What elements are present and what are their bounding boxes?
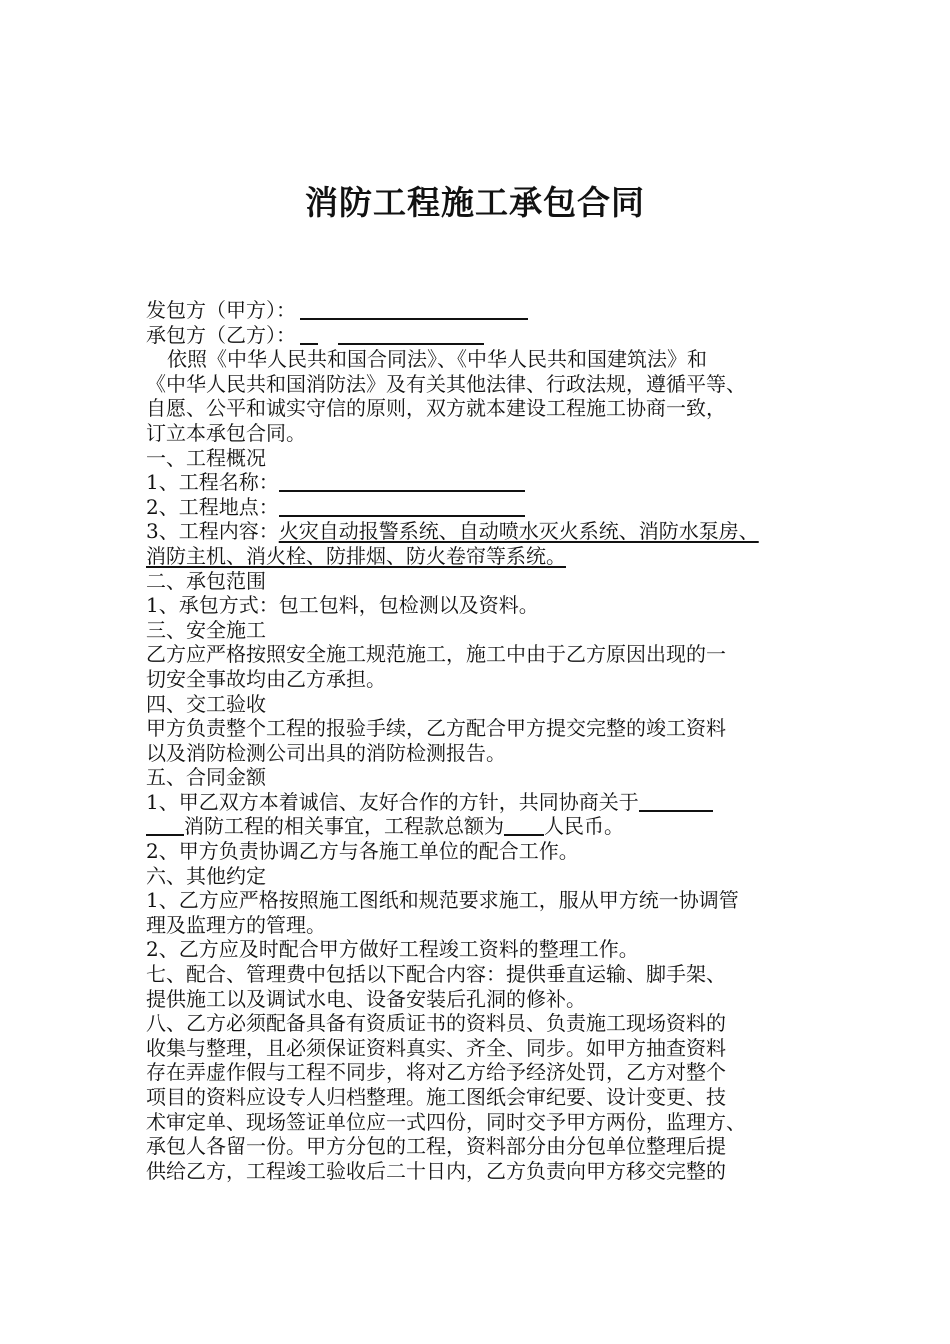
section-heading: 五、合同金额 bbox=[146, 765, 266, 790]
project-name-blank[interactable] bbox=[279, 470, 525, 492]
amount-line-2 bbox=[146, 814, 836, 839]
paragraph-line: 订立本承包合同。 bbox=[146, 420, 306, 445]
project-name-line bbox=[146, 470, 836, 495]
party-a-blank[interactable] bbox=[300, 298, 528, 320]
amount-text: 消防工程的相关事宜，工程款总额为 bbox=[184, 814, 504, 839]
party-b-label: 承包方（乙方）： bbox=[146, 322, 296, 347]
paragraph-line: 七、配合、管理费中包括以下配合内容：提供垂直运输、脚手架、 bbox=[146, 962, 726, 987]
project-content-label: 3、工程内容： bbox=[146, 519, 279, 544]
paragraph-line: 1、承包方式：包工包料，包检测以及资料。 bbox=[146, 593, 539, 618]
paragraph-line: 2、甲方负责协调乙方与各施工单位的配合工作。 bbox=[146, 839, 579, 864]
paragraph-line: 甲方负责整个工程的报验手续，乙方配合甲方提交完整的竣工资料 bbox=[146, 716, 726, 741]
amount-text: 1、甲乙双方本着诚信、友好合作的方针，共同协商关于 bbox=[146, 789, 639, 814]
party-a-line bbox=[146, 298, 836, 323]
party-b-blank[interactable] bbox=[338, 323, 484, 345]
section-heading: 三、安全施工 bbox=[146, 617, 266, 642]
paragraph-line: 存在弄虚作假与工程不同步，将对乙方给予经济处罚，乙方对整个 bbox=[146, 1060, 726, 1085]
party-b-blank-short[interactable] bbox=[300, 323, 318, 345]
paragraph-line: 提供施工以及调试水电、设备安装后孔洞的修补。 bbox=[146, 986, 586, 1011]
section-heading: 六、其他约定 bbox=[146, 863, 266, 888]
amount-line-1 bbox=[146, 790, 836, 815]
paragraph-line: 自愿、公平和诚实守信的原则，双方就本建设工程施工协商一致， bbox=[146, 396, 726, 421]
party-a-label: 发包方（甲方）： bbox=[146, 298, 296, 322]
paragraph-line: 2、乙方应及时配合甲方做好工程竣工资料的整理工作。 bbox=[146, 937, 639, 962]
project-content-line bbox=[146, 519, 836, 544]
party-b-line bbox=[146, 323, 836, 348]
paragraph-line: 八、乙方必须配备具备有资质证书的资料员、负责施工现场资料的 bbox=[146, 1011, 726, 1036]
section-heading: 二、承包范围 bbox=[146, 568, 266, 593]
paragraph-line: 供给乙方，工程竣工验收后二十日内，乙方负责向甲方移交完整的 bbox=[146, 1158, 726, 1183]
paragraph-line: 理及监理方的管理。 bbox=[146, 912, 326, 937]
document-title: 消防工程施工承包合同 bbox=[305, 183, 645, 222]
section-heading: 四、交工验收 bbox=[146, 691, 266, 716]
paragraph-line: 依照《中华人民共和国合同法》、《中华人民共和国建筑法》和 bbox=[167, 347, 707, 372]
paragraph-line: 术审定单、现场签证单位应一式四份，同时交予甲方两份，监理方、 bbox=[146, 1109, 746, 1134]
amount-currency: 人民币。 bbox=[544, 814, 624, 839]
contract-body bbox=[146, 298, 836, 1183]
project-content-value-cont: 消防主机、消火栓、防排烟、防火卷帘等系统。 bbox=[146, 543, 566, 568]
project-location-label: 2、工程地点： bbox=[146, 494, 279, 519]
project-location-blank[interactable] bbox=[279, 495, 525, 517]
paragraph-line: 项目的资料应设专人归档整理。施工图纸会审纪要、设计变更、技 bbox=[146, 1085, 726, 1109]
paragraph-line: 承包人各留一份。甲方分包的工程，资料部分由分包单位整理后提 bbox=[146, 1134, 726, 1159]
paragraph-line: 切安全事故均由乙方承担。 bbox=[146, 666, 386, 691]
paragraph-line: 乙方应严格按照安全施工规范施工，施工中由于乙方原因出现的一 bbox=[146, 642, 726, 667]
paragraph-line: 《中华人民共和国消防法》及有关其他法律、行政法规，遵循平等、 bbox=[146, 371, 746, 396]
paragraph-line: 1、乙方应严格按照施工图纸和规范要求施工，服从甲方统一协调管 bbox=[146, 888, 739, 913]
project-name-label: 1、工程名称： bbox=[146, 470, 279, 495]
section-heading: 一、工程概况 bbox=[146, 445, 266, 470]
project-location-line bbox=[146, 495, 836, 520]
paragraph-line: 收集与整理，且必须保证资料真实、齐全、同步。如甲方抽查资料 bbox=[146, 1035, 726, 1060]
project-blank-a[interactable] bbox=[639, 790, 713, 812]
project-blank-b[interactable] bbox=[146, 814, 184, 836]
amount-blank[interactable] bbox=[504, 814, 544, 836]
paragraph-line: 以及消防检测公司出具的消防检测报告。 bbox=[146, 740, 506, 765]
project-content-value: 火灾自动报警系统、自动喷水灭火系统、消防水泵房、 bbox=[278, 519, 759, 544]
